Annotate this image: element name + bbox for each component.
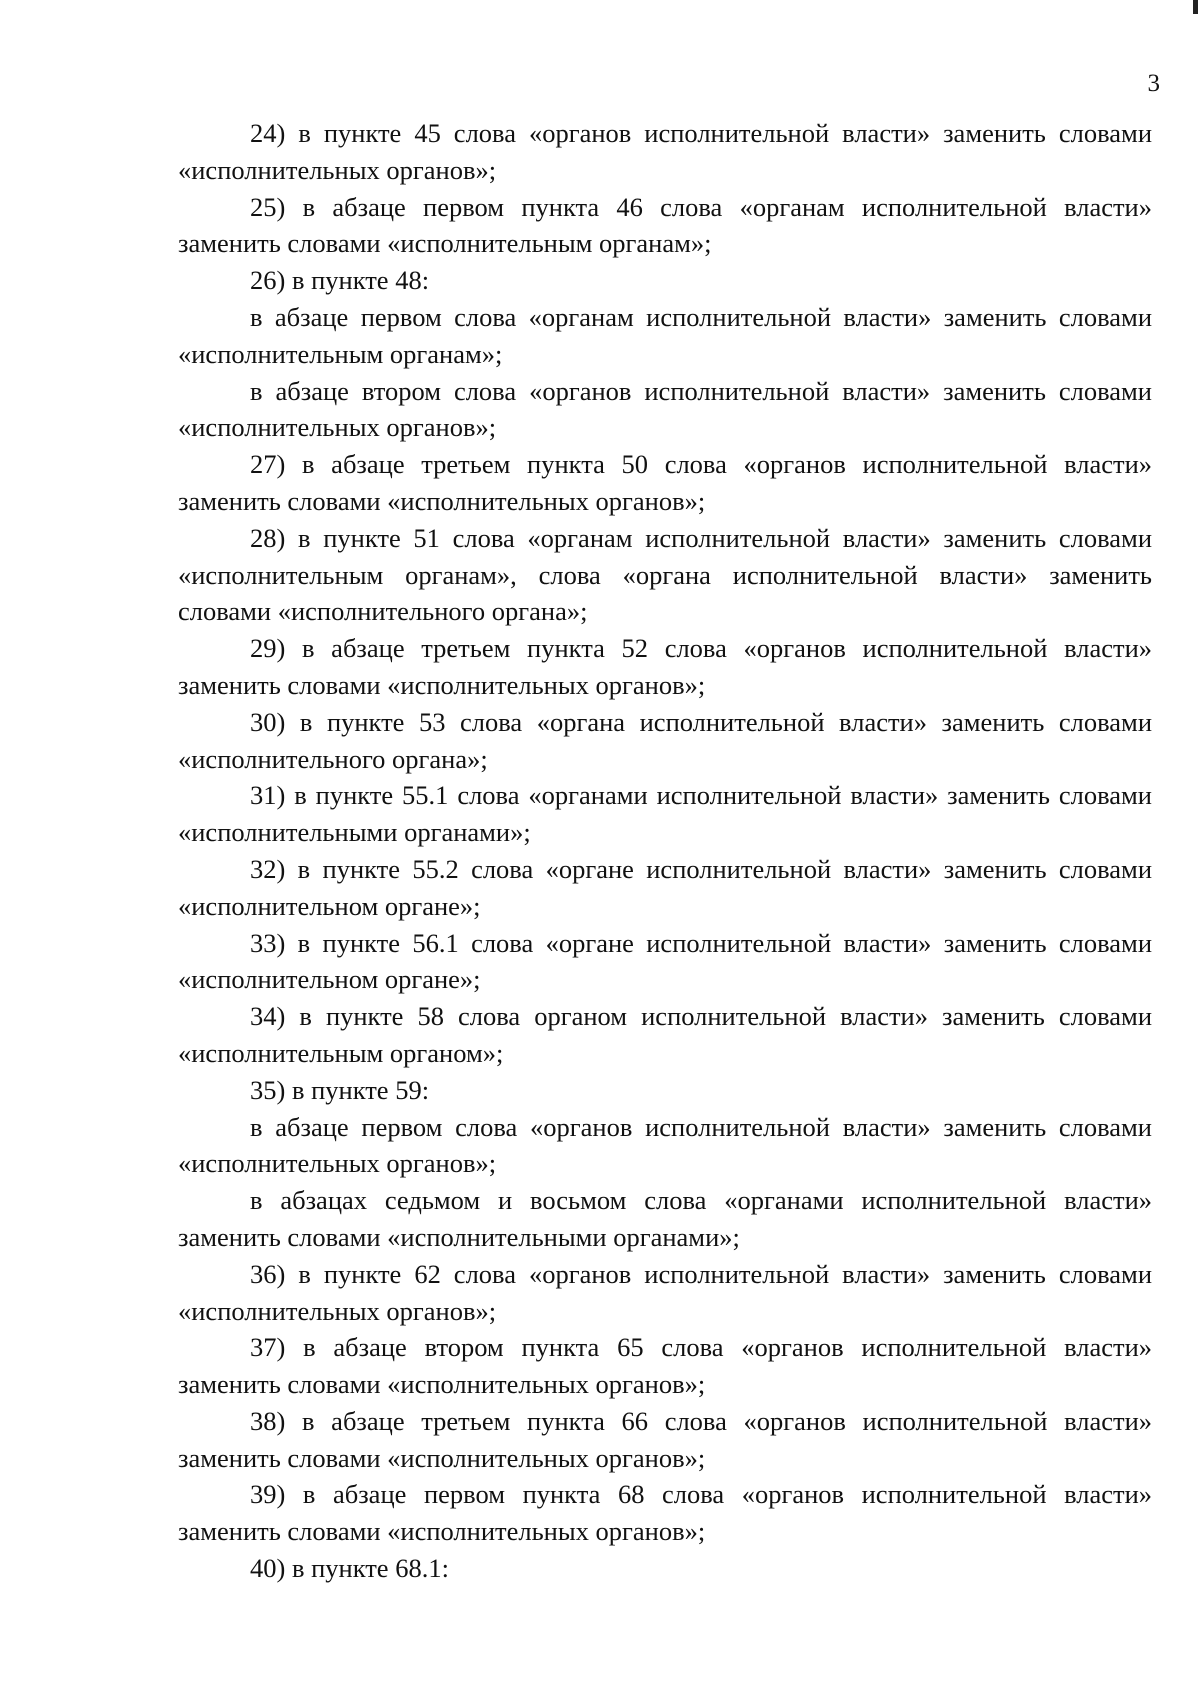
scan-corner-mark [1193,0,1198,14]
paragraph-item-28: 28) в пункте 51 слова «органам исполнительной власти» заменить словами «исполнительным органам», слова «органа исполнительной власти» заменить словами «исполнительного органа»; [178,522,1152,627]
paragraph-item-35: 35) в пункте 59: [250,1074,430,1105]
paragraph-item-37: 37) в абзаце втором пункта 65 слова «органов исполнительной власти» заменить словами «исполнительных органов»; [178,1332,1152,1400]
paragraph-item-40: 40) в пункте 68.1: [250,1553,449,1584]
paragraph-item-35-sub-2: в абзацах седьмом и восьмом слова «органами исполнительной власти» заменить словами «исполнительными органами»; [178,1185,1152,1252]
page-number: 3 [1147,70,1160,97]
paragraph-item-27: 27) в абзаце третьем пункта 50 слова «органов исполнительной власти» заменить словами «исполнительных органов»; [178,449,1152,516]
document-body [178,115,1152,1587]
paragraph-item-30: 30) в пункте 53 слова «органа исполнительной власти» заменить словами «исполнительного органа»; [178,706,1152,774]
paragraph-item-29: 29) в абзаце третьем пункта 52 слова «органов исполнительной власти» заменить словами «исполнительных органов»; [178,633,1152,700]
paragraph-item-26-sub-1: в абзаце первом слова «органам исполнительной власти» заменить словами «исполнительным органам»; [178,301,1152,369]
paragraph-item-26: 26) в пункте 48: [250,265,430,296]
paragraph-item-32: 32) в пункте 55.2 слова «органе исполнительной власти» заменить словами «исполнительном органе»; [178,853,1152,921]
paragraph-item-24: 24) в пункте 45 слова «органов исполнительной власти» заменить словами «исполнительных органов»; [178,118,1152,185]
paragraph-item-35-sub-1: в абзаце первом слова «органов исполнительной власти» заменить словами «исполнительных органов»; [178,1111,1152,1179]
paragraph-item-36: 36) в пункте 62 слова «органов исполнительной власти» заменить словами «исполнительных органов»; [178,1258,1152,1326]
paragraph-item-26-sub-2: в абзаце втором слова «органов исполнительной власти» заменить словами «исполнительных органов»; [178,375,1152,443]
paragraph-item-33: 33) в пункте 56.1 слова «органе исполнительной власти» заменить словами «исполнительном органе»; [178,927,1152,995]
paragraph-item-25: 25) в абзаце первом пункта 46 слова «органам исполнительной власти» заменить словами «исполнительным органам»; [178,191,1152,259]
paragraph-item-39: 39) в абзаце первом пункта 68 слова «органов исполнительной власти» заменить словами «исполнительных органов»; [178,1479,1152,1547]
paragraph-item-31: 31) в пункте 55.1 слова «органами исполнительной власти» заменить словами «исполнительными органами»; [178,780,1152,848]
paragraph-item-34: 34) в пункте 58 слова органом исполнительной власти» заменить словами «исполнительным органом»; [178,1001,1152,1068]
paragraph-item-38: 38) в абзаце третьем пункта 66 слова «органов исполнительной власти» заменить словами «исполнительных органов»; [178,1405,1152,1473]
